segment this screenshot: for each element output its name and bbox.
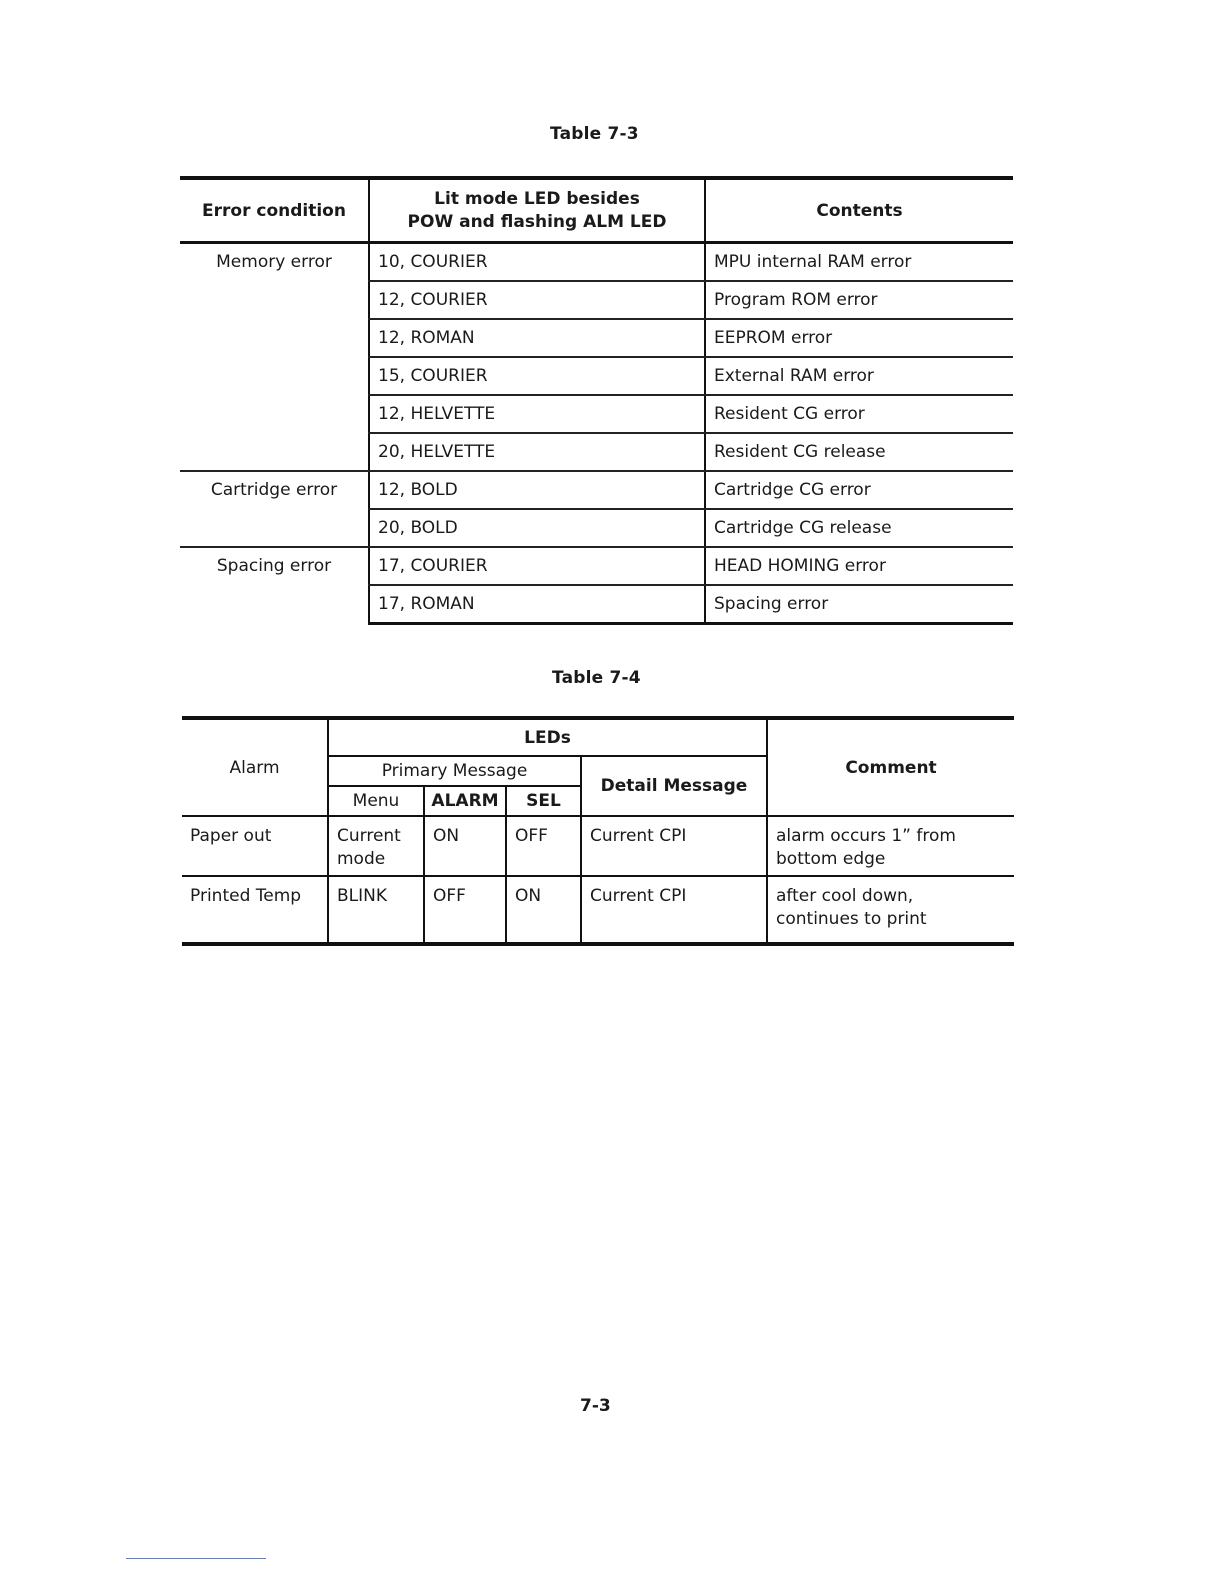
contents-cell: External RAM error <box>705 357 1013 395</box>
comment-cell-line1: alarm occurs 1” from <box>776 826 956 846</box>
led-cell: 17, COURIER <box>369 547 705 585</box>
condition-memory-error: Memory error <box>216 252 332 272</box>
footer-rule <box>126 1558 266 1559</box>
table-row <box>182 876 1014 944</box>
alarm-led-cell: ON <box>424 816 506 876</box>
comment-cell <box>767 816 1014 876</box>
led-cell: 15, COURIER <box>369 357 705 395</box>
header-lit-mode-led-line2: POW and flashing ALM LED <box>407 211 667 232</box>
table-7-3-caption: Table 7-3 <box>550 124 639 144</box>
led-cell: 20, HELVETTE <box>369 433 705 471</box>
header-comment: Comment <box>767 718 1014 816</box>
alarm-cell: Paper out <box>182 816 328 876</box>
led-cell: 12, ROMAN <box>369 319 705 357</box>
led-cell: 12, COURIER <box>369 281 705 319</box>
contents-cell: HEAD HOMING error <box>705 547 1013 585</box>
table-row <box>180 243 1013 282</box>
led-cell: 17, ROMAN <box>369 585 705 624</box>
detail-cell: Current CPI <box>581 816 767 876</box>
contents-cell: Program ROM error <box>705 281 1013 319</box>
table-7-3 <box>180 176 1013 625</box>
condition-spacing-error: Spacing error <box>180 547 369 624</box>
menu-cell-line1: BLINK <box>337 886 388 906</box>
menu-cell <box>328 816 424 876</box>
comment-cell-line1: after cool down, <box>776 886 914 906</box>
header-contents: Contents <box>816 200 903 221</box>
header-error-condition: Error condition <box>202 200 346 221</box>
table-7-4 <box>182 716 1014 946</box>
contents-cell: MPU internal RAM error <box>705 243 1013 282</box>
header-menu: Menu <box>328 786 424 816</box>
contents-cell: Spacing error <box>705 585 1013 624</box>
header-lit-mode-led-line1: Lit mode LED besides <box>434 188 640 209</box>
contents-cell: Resident CG error <box>705 395 1013 433</box>
header-alarm-led: ALARM <box>424 786 506 816</box>
contents-cell: Resident CG release <box>705 433 1013 471</box>
menu-cell-line2: mode <box>337 849 386 869</box>
led-cell: 20, BOLD <box>369 509 705 547</box>
table-7-4-caption: Table 7-4 <box>552 668 641 688</box>
header-detail-message: Detail Message <box>581 756 767 816</box>
menu-cell <box>328 876 424 944</box>
page-number: 7-3 <box>580 1396 611 1416</box>
led-cell: 10, COURIER <box>369 243 705 282</box>
contents-cell: Cartridge CG error <box>705 471 1013 509</box>
header-leds: LEDs <box>328 718 767 756</box>
header-alarm: Alarm <box>229 757 280 778</box>
comment-cell-line2: bottom edge <box>776 849 886 869</box>
header-lit-mode-led <box>369 178 705 243</box>
menu-cell-line1: Current <box>337 826 401 846</box>
comment-cell-line2: continues to print <box>776 909 927 929</box>
table-row <box>180 471 1013 509</box>
detail-cell: Current CPI <box>581 876 767 944</box>
sel-cell: OFF <box>506 816 581 876</box>
table-row <box>182 816 1014 876</box>
sel-cell: ON <box>506 876 581 944</box>
comment-cell <box>767 876 1014 944</box>
led-cell: 12, BOLD <box>369 471 705 509</box>
header-primary-message: Primary Message <box>328 756 581 786</box>
led-cell: 12, HELVETTE <box>369 395 705 433</box>
contents-cell: Cartridge CG release <box>705 509 1013 547</box>
condition-cartridge-error: Cartridge error <box>180 471 369 547</box>
header-sel: SEL <box>506 786 581 816</box>
alarm-cell: Printed Temp <box>182 876 328 944</box>
alarm-led-cell: OFF <box>424 876 506 944</box>
contents-cell: EEPROM error <box>705 319 1013 357</box>
table-row <box>180 547 1013 585</box>
